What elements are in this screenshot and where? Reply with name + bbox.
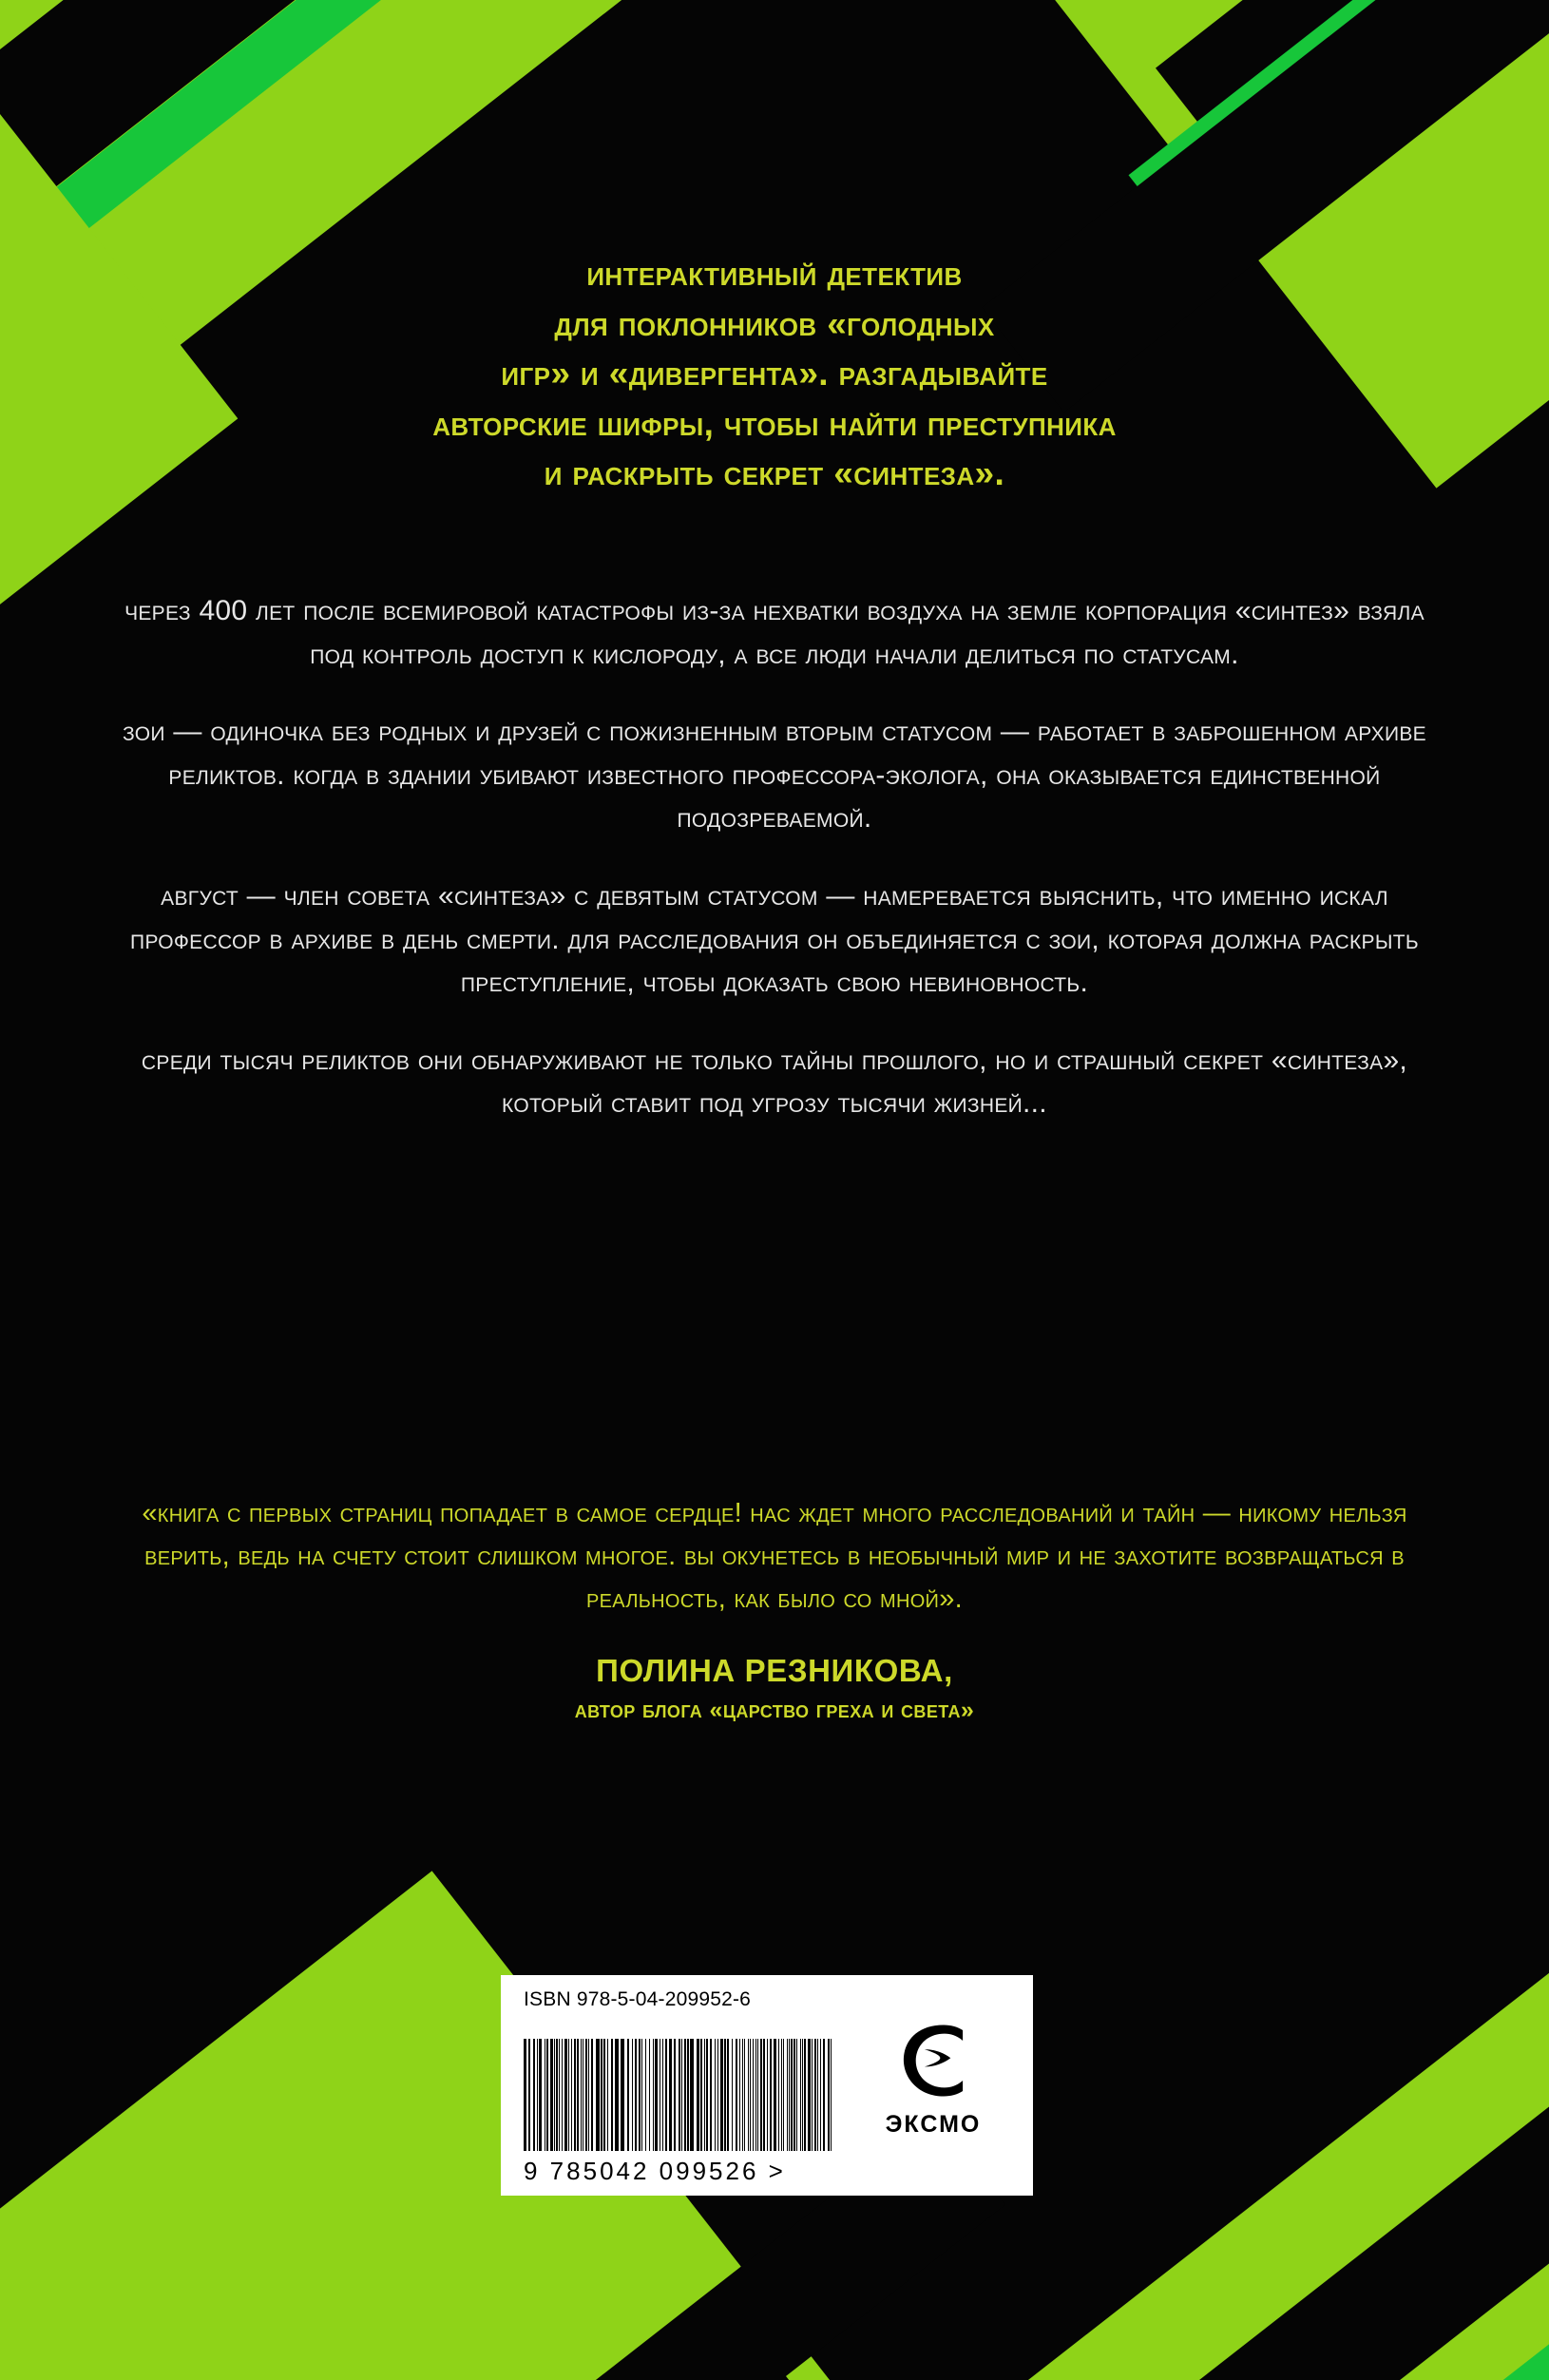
barcode-bars — [524, 2017, 833, 2151]
publisher-block — [833, 1975, 1033, 2196]
review-author: ПОЛИНА РЕЗНИКОВА, — [596, 1652, 953, 1688]
blurb-paragraph-1: через 400 лет после всемировой катастрофы из-за нехватки воздуха на земле корпорация «синтез» взяла под контроль доступ к кислороду, а все люди начали делиться по статусам. — [124, 595, 1425, 670]
tagline-line-5: и раскрыть секрет «синтеза». — [544, 453, 1005, 493]
review-author-role: автор блога «царство греха и света» — [574, 1696, 975, 1723]
eksmo-logo-icon — [889, 2020, 977, 2102]
tagline-line-1: интерактивный детектив — [586, 254, 963, 293]
ean-digits: 9 785042 099526 > — [524, 2157, 786, 2185]
isbn-label: ISBN 978-5-04-209952-6 — [524, 1988, 752, 2010]
barcode-block — [501, 1975, 1033, 2196]
publisher-name: ЭКСМО — [885, 2110, 982, 2138]
tagline-line-2: для поклонников «голодных — [554, 303, 995, 343]
review-text: «книга с первых страниц попадает в самое сердце! нас ждет много расследований и тайн — никому нельзя верить, ведь на счету стоит слишком многое. вы окунетесь в необычный мир и не захотите возвращаться в реальность, как было со мной». — [142, 1498, 1407, 1614]
tagline-line-4: авторские шифры, чтобы найти преступника — [432, 403, 1117, 443]
barcode-left — [501, 1975, 833, 2196]
tagline-line-3: игр» и «дивергента». разгадывайте — [501, 354, 1048, 393]
blurb-paragraph-4: среди тысяч реликтов они обнаруживают не только тайны прошлого, но и страшный секрет «синтеза», который ставит под угрозу тысячи жизней... — [141, 1044, 1408, 1120]
review-block — [128, 1492, 1421, 1724]
tagline — [204, 249, 1345, 499]
blurb-paragraph-2: зои — одиночка без родных и друзей с пожизненным вторым статусом — работает в заброшенном архиве реликтов. когда в здании убивают известного профессора-эколога, она оказывается единственной подозреваемой. — [123, 716, 1426, 835]
blurb — [114, 589, 1435, 1160]
blurb-paragraph-3: август — член совета «синтеза» с девятым статусом — намеревается выяснить, что именно искал профессор в архиве в день смерти. для расследования он объединяется с зои, которая должна раскрыть преступление, чтобы доказать свою невиновность. — [130, 879, 1419, 999]
